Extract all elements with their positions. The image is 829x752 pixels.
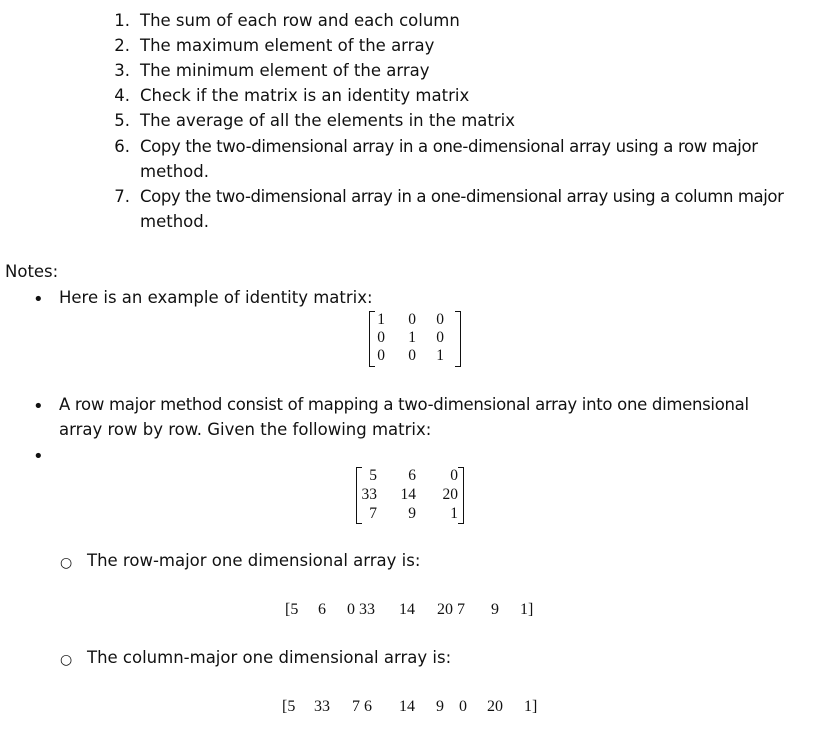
list-number: 7.: [114, 187, 130, 206]
array-element: [5: [282, 698, 296, 715]
array-element: 1]: [524, 698, 538, 715]
array-element: 9: [491, 601, 499, 618]
bullet-icon: •: [33, 396, 44, 417]
column-major-label: The column-major one dimensional array is:: [87, 648, 452, 667]
matrix-cell: 0: [408, 311, 416, 328]
bullet-icon: •: [33, 446, 44, 467]
matrix-cell: 1: [450, 505, 458, 522]
row-major-label: The row-major one dimensional array is:: [87, 551, 421, 570]
list-item: Check if the matrix is an identity matrix: [140, 86, 470, 105]
matrix-cell: 9: [408, 505, 416, 522]
matrix-cell: 0: [450, 467, 458, 484]
matrix-cell: 0: [408, 347, 416, 364]
circle-bullet-icon: ○: [60, 555, 73, 571]
matrix-cell: 0: [436, 329, 444, 346]
list-item: The sum of each row and each column: [140, 11, 460, 30]
list-item-continuation: method.: [140, 162, 209, 181]
array-element: [5: [285, 601, 299, 618]
notes-heading: Notes:: [5, 262, 59, 281]
matrix-cell: 14: [400, 486, 416, 503]
list-number: 4.: [114, 86, 130, 105]
array-element: 14: [399, 698, 415, 715]
array-element: 0: [459, 698, 467, 715]
matrix-cell: 1: [377, 311, 385, 328]
array-element: 14: [399, 601, 415, 618]
array-element: 33: [314, 698, 330, 715]
list-item: Copy the two-dimensional array in a one-dimensional array using a row major: [140, 137, 758, 156]
identity-intro: Here is an example of identity matrix:: [59, 288, 373, 307]
matrix-cell: 0: [377, 329, 385, 346]
right-bracket: [458, 467, 464, 524]
matrix-cell: 0: [377, 347, 385, 364]
array-element: 20 7: [437, 601, 465, 618]
matrix-cell: 7: [369, 505, 377, 522]
array-element: 0 33: [347, 601, 375, 618]
matrix-cell: 0: [436, 311, 444, 328]
list-number: 1.: [114, 11, 130, 30]
circle-bullet-icon: ○: [60, 652, 73, 668]
right-bracket: [455, 311, 461, 367]
matrix-cell: 33: [361, 486, 377, 503]
list-item: The average of all the elements in the matrix: [140, 111, 515, 130]
list-item: Copy the two-dimensional array in a one-dimensional array using a column major: [140, 187, 784, 206]
list-number: 6.: [114, 137, 130, 156]
example-matrix: [356, 467, 464, 524]
array-element: 7 6: [352, 698, 372, 715]
array-element: 9: [436, 698, 444, 715]
row-major-text-line2: array row by row. Given the following matrix:: [59, 420, 432, 439]
matrix-cell: 1: [436, 347, 444, 364]
matrix-cell: 5: [369, 467, 377, 484]
matrix-cell: 20: [442, 486, 458, 503]
list-item-continuation: method.: [140, 212, 209, 231]
identity-matrix: [369, 311, 461, 367]
list-item: The maximum element of the array: [140, 36, 435, 55]
list-number: 3.: [114, 61, 130, 80]
matrix-cell: 1: [408, 329, 416, 346]
row-major-text-line1: A row major method consist of mapping a two-dimensional array into one dimensional: [59, 395, 749, 414]
matrix-cell: 6: [408, 467, 416, 484]
array-element: 1]: [520, 601, 534, 618]
list-number: 2.: [114, 36, 130, 55]
list-item: The minimum element of the array: [140, 61, 430, 80]
list-number: 5.: [114, 111, 130, 130]
array-element: 6: [318, 601, 326, 618]
array-element: 20: [487, 698, 503, 715]
bullet-icon: •: [33, 289, 44, 310]
